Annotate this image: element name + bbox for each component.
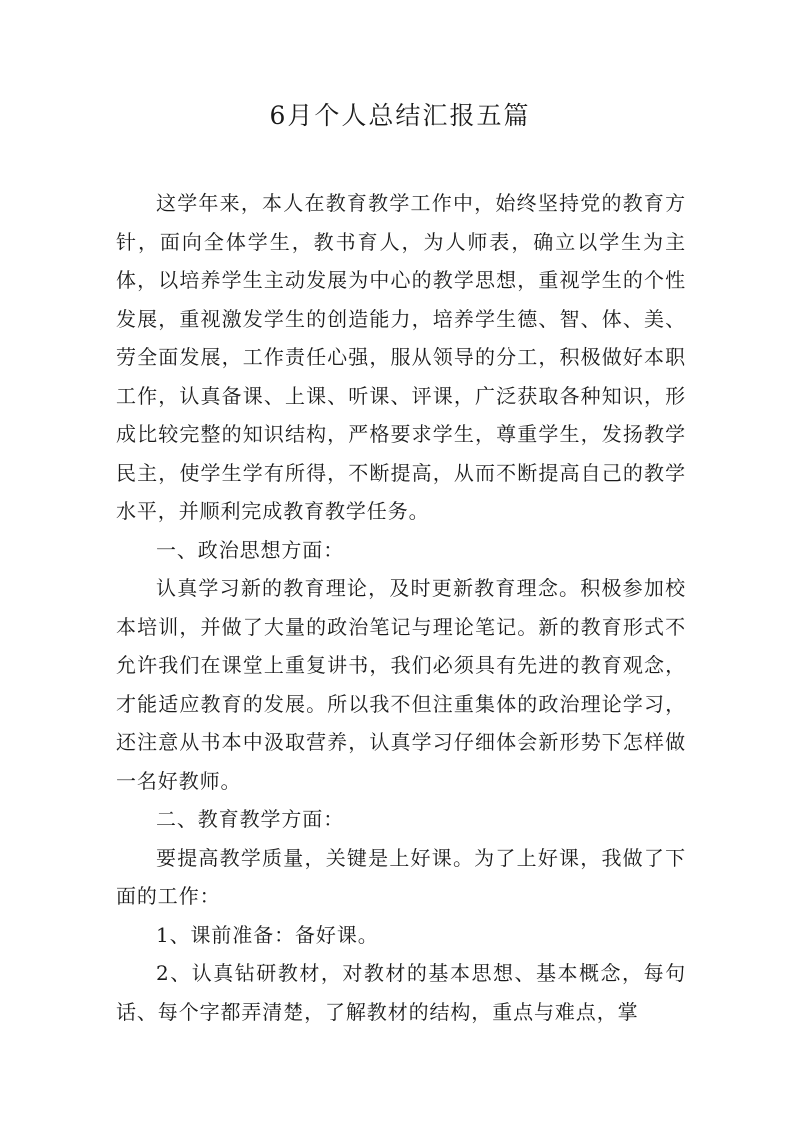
list-item-preparation: 1、课前准备：备好课。 [156,922,379,947]
paragraph-intro: 这学年来，本人在教育教学工作中，始终坚持党的教育方针，面向全体学生，教书育人，为人师表，确立以学生为主体，以培养学生主动发展为中心的教学思想，重视学生的个性发展，重视激发学生的创造能力，培养学生德、智、体、美、劳全面发展，工作责任心强，服从领导的分工，积极做好本职工作，认真备课、上课、听课、评课，广泛获取各种知识，形成比较完整的知识结构，严格要求学生，尊重学生，发扬教学民主，使学生学有所得，不断提高，从而不断提高自己的教学水平，并顺利完成教育教学任务。 [116,191,686,523]
document-body [116,184,686,1031]
section-heading-politics: 一、政治思想方面： [156,537,345,562]
section-heading-teaching: 二、教育教学方面： [156,807,345,831]
paragraph-politics: 认真学习新的教育理论，及时更新教育理念。积极参加校本培训，并做了大量的政治笔记与理论笔记。新的教育形式不允许我们在课堂上重复讲书，我们必须具有先进的教育观念，才能适应教育的发展。所以我不但注重集体的政治理论学习，还注意从书本中汲取营养，认真学习仔细体会新形势下怎样做一名好教师。 [116,576,686,793]
document-title: 6月个人总结汇报五篇 [269,101,531,130]
paragraph-teaching: 要提高教学质量，关键是上好课。为了上好课，我做了下面的工作： [116,845,686,908]
list-item-study-materials: 2、认真钻研教材，对教材的基本思想、基本概念，每句话、每个字都弄清楚，了解教材的结构，重点与难点，掌 [116,961,686,1024]
